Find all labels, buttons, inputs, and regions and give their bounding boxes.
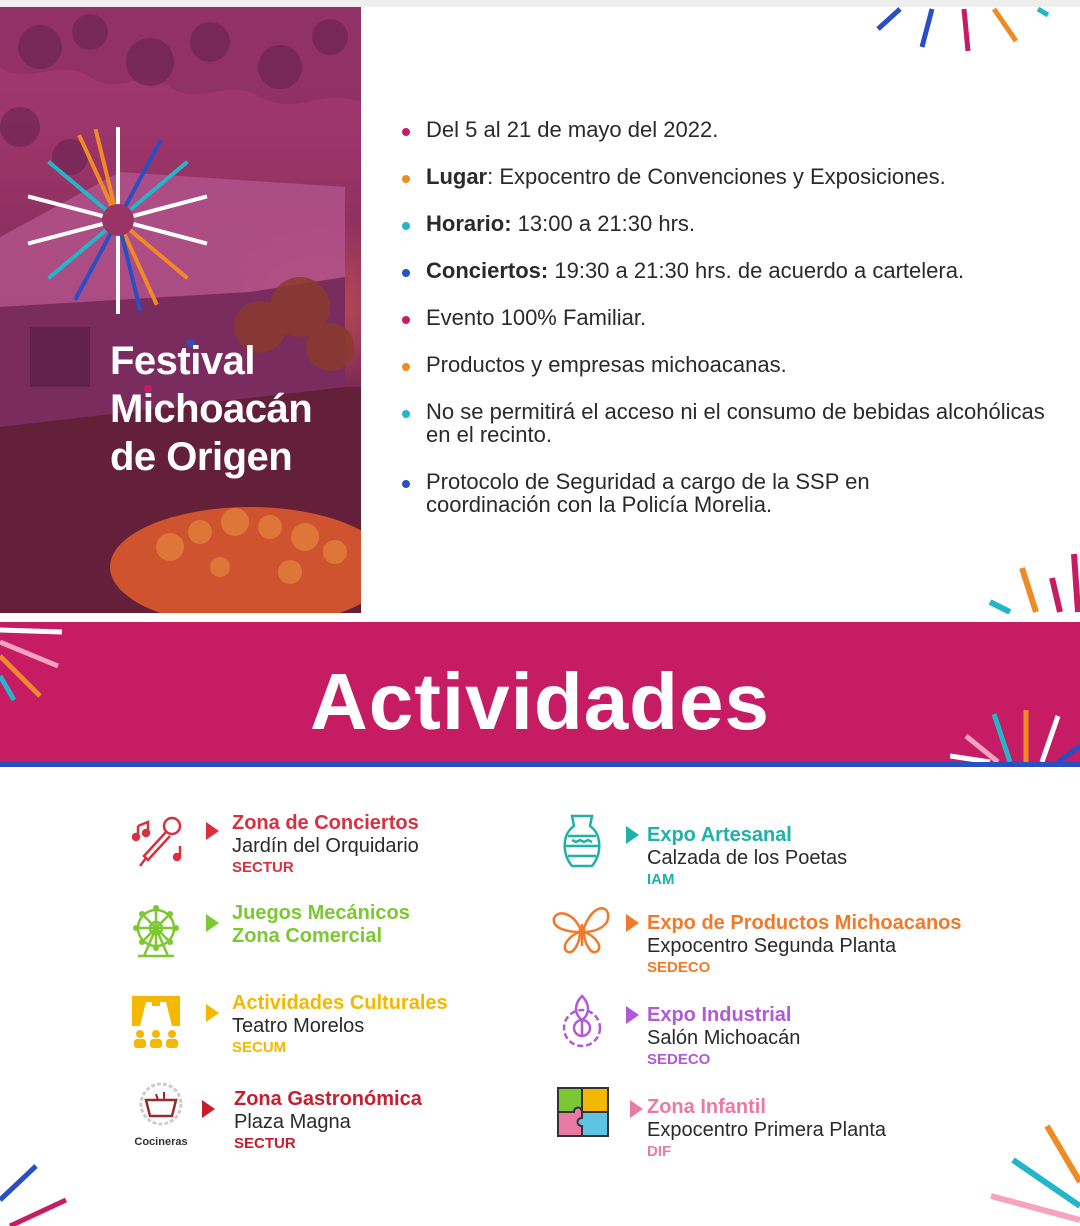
info-item [400,470,986,516]
info-item-text: Evento 100% Familiar. [426,305,647,330]
arrow-right-icon [206,914,219,932]
hero-photo [0,7,361,613]
arrow-right-icon [202,1100,215,1118]
clay-vase-icon [552,814,612,874]
bullet-dot [402,269,410,277]
arrow-right-icon [630,1100,643,1118]
bullet-dot [402,363,410,371]
activity-place: Expocentro Segunda Planta [647,935,897,957]
info-item-label: Lugar [426,164,488,189]
activity-place: Salón Michoacán [647,1027,801,1049]
bullet-dot [402,480,410,488]
activity-juegos-mecanicos [132,902,552,972]
industry-gear-icon [552,994,612,1054]
info-item-text: Productos y empresas michoacanas. [426,352,787,377]
decorative-rays-mid-right [980,552,1080,614]
info-item-text: No se permitirá el acceso ni el consumo de bebidas alcohólicas en el recinto. [426,399,1045,447]
activity-place: Jardín del Orquidario [232,835,419,857]
activity-zona-conciertos [132,812,552,892]
arrow-right-icon [206,1004,219,1022]
activity-place: Teatro Morelos [232,1015,365,1037]
activity-text [647,1004,800,1070]
festival-logo-title [110,337,312,481]
info-item-text: Protocolo de Seguridad a cargo de la SSP en coordinación con la Policía Morelia. [426,469,870,517]
arrow-right-icon [626,1006,639,1024]
info-item [400,165,1060,188]
info-item [400,306,1060,329]
activity-title: Zona de Conciertos [232,812,419,834]
activity-place: Zona Comercial [232,925,383,947]
cooking-pot-icon [128,1080,194,1136]
arrow-right-icon [626,826,639,844]
hero-illustration [0,7,361,613]
top-strip [0,0,1080,7]
activity-org: SEDECO [647,959,711,976]
ferris-wheel-icon [132,902,192,962]
info-item-text: Del 5 al 21 de mayo del 2022. [426,117,719,142]
activity-text [234,1088,422,1154]
bullet-dot [402,128,410,136]
activity-expo-productos [552,902,1072,982]
activity-title: Juegos Mecánicos [232,902,410,924]
activity-text [232,902,410,948]
activity-culturales [132,992,552,1072]
activity-org: SECTUR [232,859,294,876]
activity-place: Calzada de los Poetas [647,847,848,869]
activity-text [647,824,847,890]
bullet-dot [402,222,410,230]
info-item [400,212,1060,235]
info-item [400,118,1060,141]
activity-expo-industrial [552,994,1072,1074]
activity-place: Plaza Magna [234,1111,351,1133]
decorative-rays-top-right [870,7,1080,57]
theater-stage-icon [132,992,192,1052]
info-item [400,400,1046,446]
bullet-dot [402,410,410,418]
info-item [400,353,1060,376]
activity-text [647,1096,886,1162]
activity-text [647,912,962,978]
activity-gastronomica [128,1080,548,1160]
activities-banner [0,622,1080,762]
activity-title: Expo Artesanal [647,824,792,846]
decorative-rays-banner-right [950,706,1080,762]
activity-place: Expocentro Primera Planta [647,1119,887,1141]
butterfly-icon [552,902,612,962]
arrow-right-icon [206,822,219,840]
activity-text [232,812,419,878]
activity-org: SECUM [232,1039,287,1056]
info-item-text: 19:30 a 21:30 hrs. de acuerdo a cartelera. [548,258,965,283]
activity-org: SECTUR [234,1135,296,1152]
bullet-dot [402,175,410,183]
activity-title: Expo Industrial [647,1004,792,1026]
cocineras-logo-text: Cocineras [134,1136,188,1148]
bullet-dot [402,316,410,324]
info-item-label: Conciertos: [426,258,549,283]
event-info-list [400,118,1060,540]
activity-title: Zona Gastronómica [234,1088,422,1110]
info-item-text: 13:00 a 21:30 hrs. [511,211,696,236]
info-item-text: : Expocentro de Convenciones y Exposiciones. [487,164,946,189]
festival-title-line-2: Michoacán [110,387,313,431]
activity-org: DIF [647,1143,672,1160]
activities-title: Actividades [309,657,771,746]
activity-org: IAM [647,871,675,888]
festival-title-line-1: Festival [110,339,255,383]
activity-text [232,992,448,1058]
info-item [400,259,1060,282]
festival-title-line-3: de Origen [110,435,293,479]
info-item-label: Horario: [426,211,512,236]
decorative-rays-bottom-right [985,1120,1080,1226]
activity-title: Actividades Culturales [232,992,448,1014]
activity-title: Zona Infantil [647,1096,766,1118]
banner-underline [0,762,1080,767]
arrow-right-icon [626,914,639,932]
activity-title: Expo de Productos Michoacanos [647,912,962,934]
activity-expo-artesanal [552,814,1072,894]
music-microphone-icon [132,812,192,872]
decorative-rays-bottom-left [0,1160,70,1226]
activity-org: SEDECO [647,1051,711,1068]
puzzle-icon [556,1086,616,1146]
